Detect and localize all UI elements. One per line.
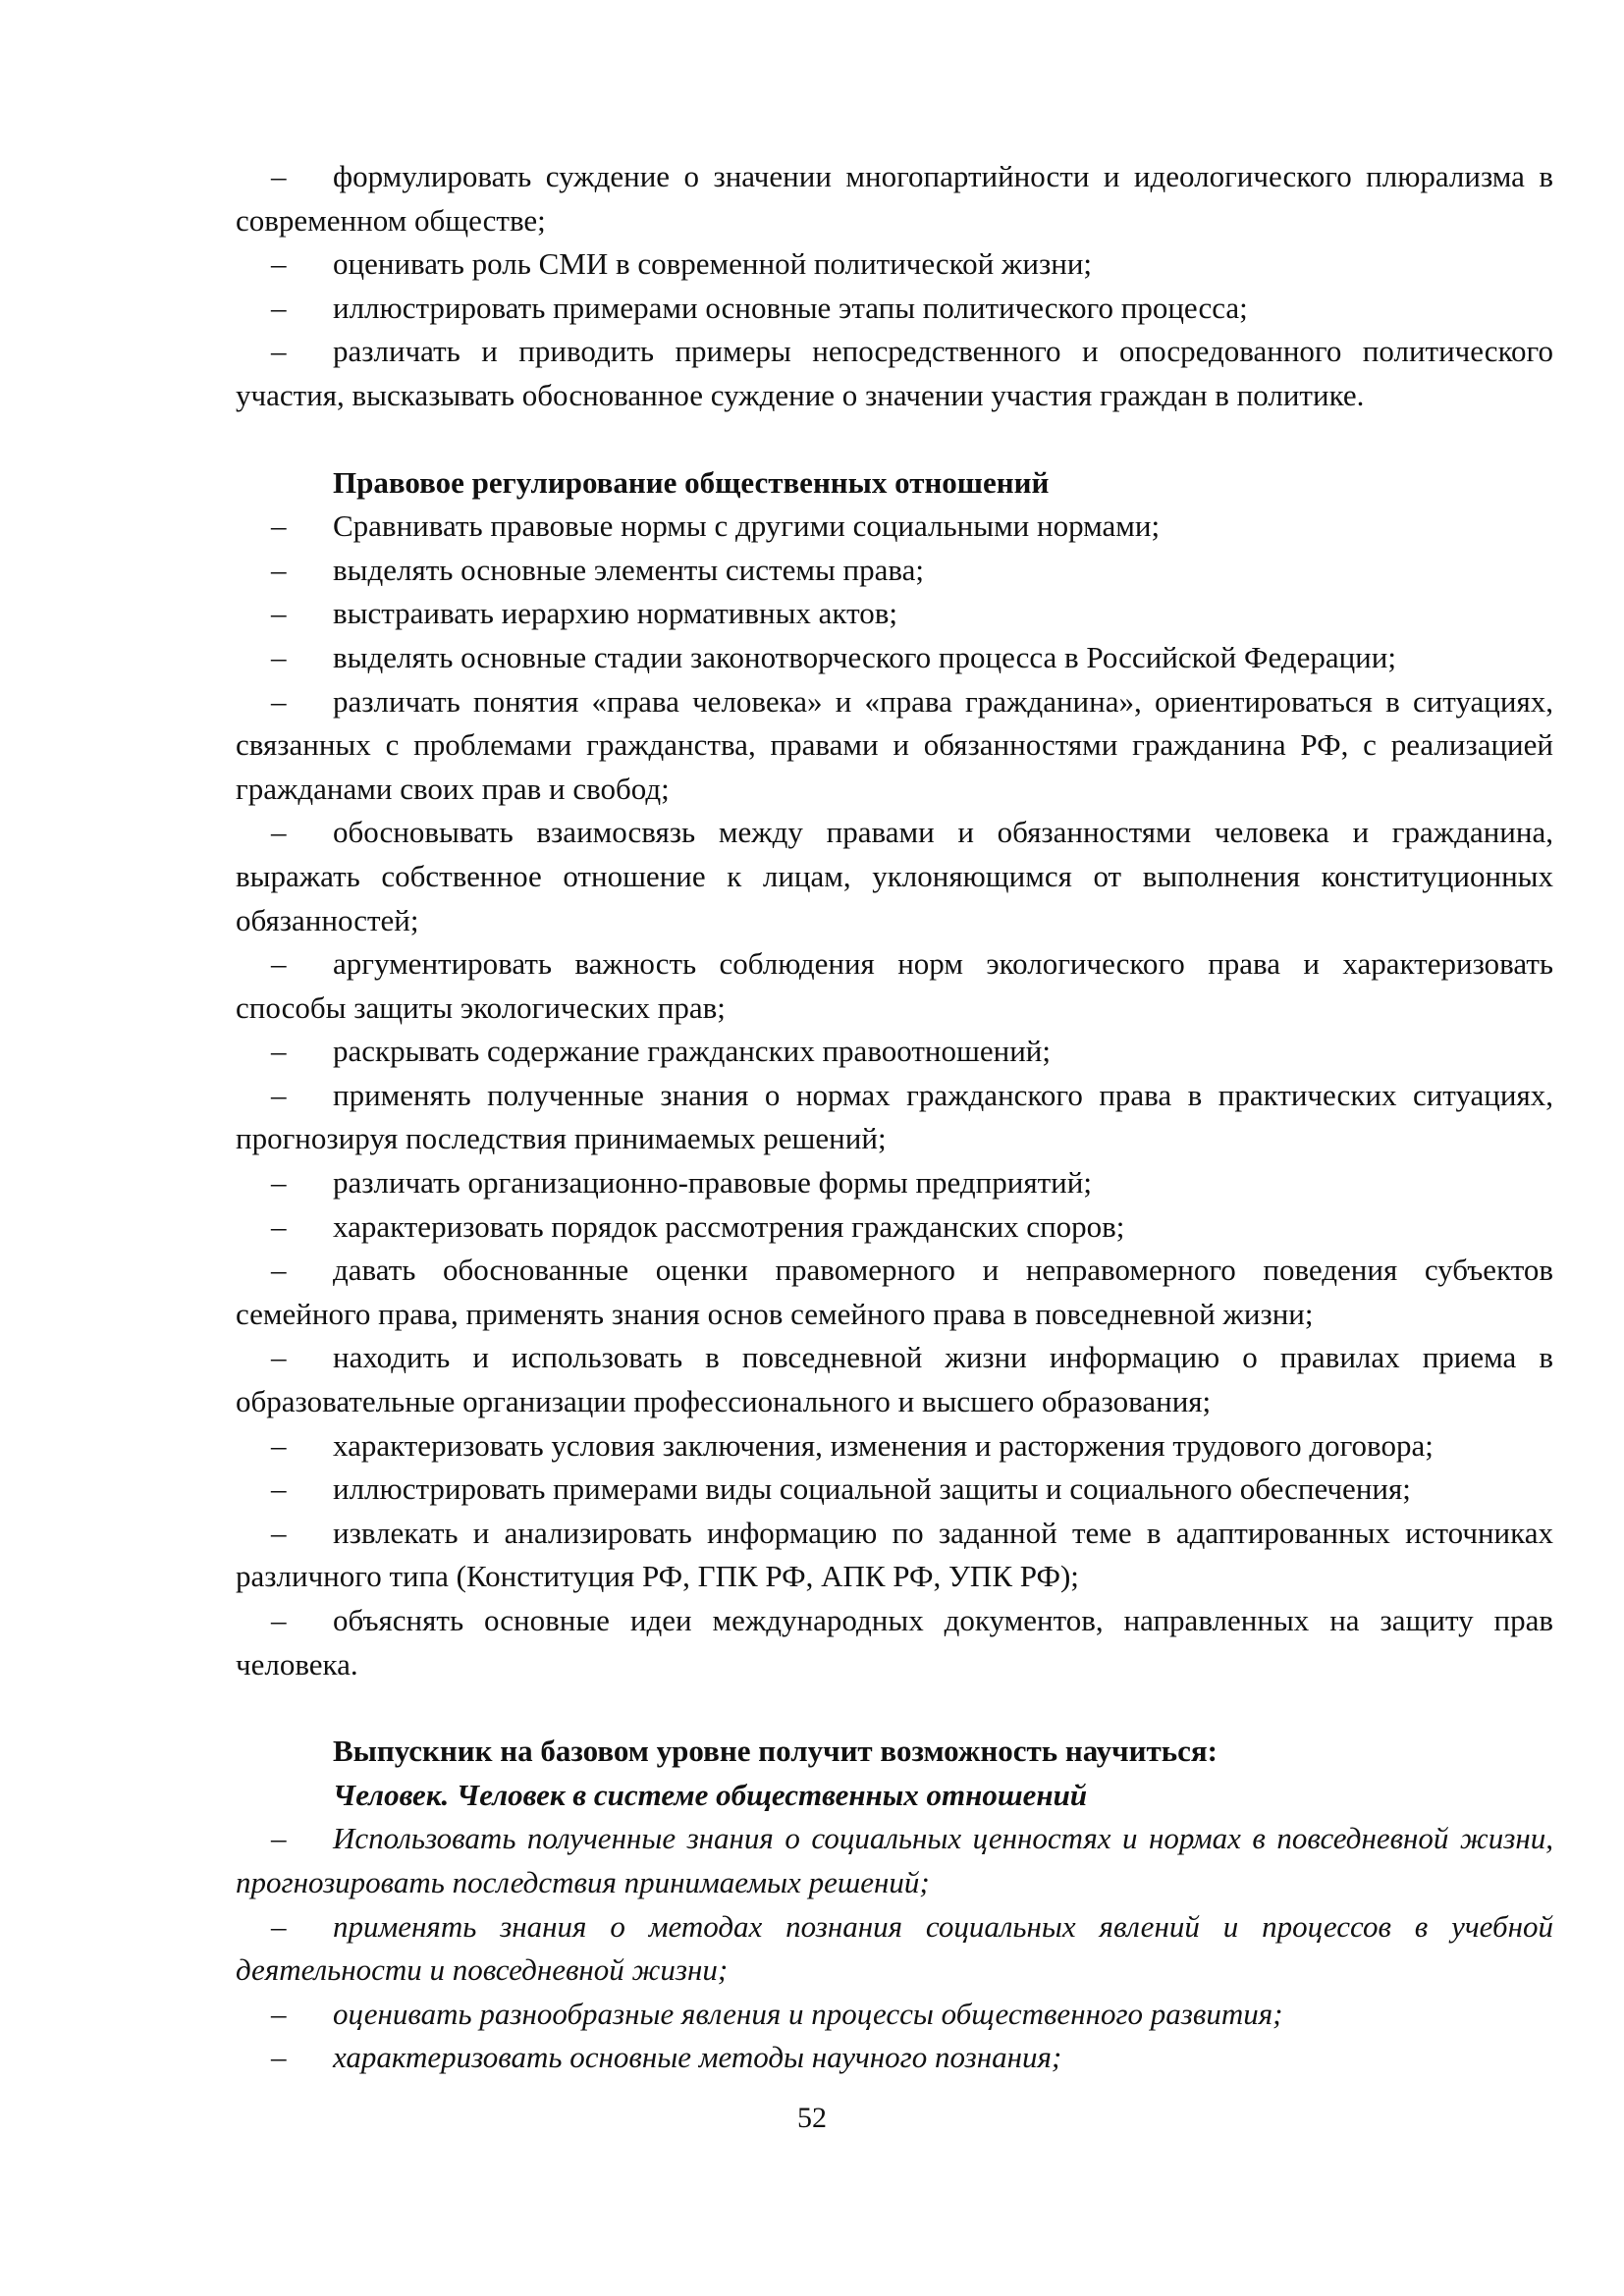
subsection-heading: Человек. Человек в системе общественных отношений bbox=[333, 1777, 1088, 1812]
list-item bbox=[236, 287, 1553, 331]
legal-list bbox=[236, 505, 1553, 1686]
section-heading-advanced: Выпускник на базовом уровне получит возможность научиться: bbox=[333, 1734, 1218, 1769]
list-item bbox=[236, 1468, 1553, 1512]
section-heading-legal: Правовое регулирование общественных отношений bbox=[333, 464, 1050, 500]
dash-bullet: – bbox=[271, 1471, 287, 1507]
list-item bbox=[236, 811, 1553, 942]
list-item-text: объяснять основные идеи международных документов, направленных на защиту прав человека. bbox=[236, 1603, 1553, 1682]
dash-bullet: – bbox=[271, 946, 287, 982]
advanced-list bbox=[236, 1817, 1553, 2080]
list-item-text: применять знания о методах познания социальных явлений и процессов в учебной деятельности и повседневной жизни; bbox=[236, 1908, 1553, 1988]
dash-bullet: – bbox=[271, 639, 287, 674]
list-item bbox=[236, 1599, 1553, 1686]
list-item-text: оценивать разнообразные явления и процессы общественного развития; bbox=[333, 1996, 1283, 2031]
list-item bbox=[236, 330, 1553, 417]
list-item bbox=[236, 2036, 1553, 2080]
dash-bullet: – bbox=[271, 2040, 287, 2075]
list-item-text: иллюстрировать примерами виды социальной защиты и социального обеспечения; bbox=[333, 1471, 1411, 1507]
list-item bbox=[236, 242, 1553, 287]
list-item bbox=[236, 592, 1553, 636]
list-item-text: формулировать суждение о значении многопартийности и идеологического плюрализма в современном обществе; bbox=[236, 159, 1553, 238]
dash-bullet: – bbox=[271, 1034, 287, 1069]
list-item bbox=[236, 1905, 1553, 1993]
dash-bullet: – bbox=[271, 1077, 287, 1112]
section-gap bbox=[236, 418, 1553, 461]
list-item-text: давать обоснованные оценки правомерного и неправомерного поведения субъектов семейного права, применять знания основ семейного права в повседневной жизни; bbox=[236, 1253, 1553, 1331]
list-item bbox=[236, 1512, 1553, 1599]
list-item bbox=[236, 1074, 1553, 1161]
list-item-text: характеризовать основные методы научного познания; bbox=[333, 2040, 1062, 2075]
list-item bbox=[236, 636, 1553, 680]
list-item bbox=[236, 942, 1553, 1030]
dash-bullet: – bbox=[271, 1515, 287, 1550]
list-item-text: Использовать полученные знания о социальных ценностях и нормах в повседневной жизни, прогнозировать последствия принимаемых решений; bbox=[236, 1821, 1553, 1899]
list-item-text: различать понятия «права человека» и «права гражданина», ориентироваться в ситуациях, связанных с проблемами гражданства, правами и обязанностями гражданина РФ, с реализацией гражданами своих прав и свобод; bbox=[236, 683, 1553, 806]
document-page bbox=[236, 155, 1553, 2080]
dash-bullet: – bbox=[271, 1821, 287, 1856]
list-item-text: различать организационно-правовые формы предприятий; bbox=[333, 1165, 1092, 1201]
list-item bbox=[236, 1161, 1553, 1205]
intro-list bbox=[236, 155, 1553, 418]
list-item-text: характеризовать порядок рассмотрения гражданских споров; bbox=[333, 1208, 1125, 1244]
list-item bbox=[236, 1205, 1553, 1250]
list-item bbox=[236, 680, 1553, 812]
dash-bullet: – bbox=[271, 1908, 287, 1944]
dash-bullet: – bbox=[271, 1340, 287, 1375]
list-item-text: оценивать роль СМИ в современной политической жизни; bbox=[333, 246, 1093, 282]
dash-bullet: – bbox=[271, 1208, 287, 1244]
dash-bullet: – bbox=[271, 596, 287, 631]
dash-bullet: – bbox=[271, 508, 287, 544]
list-item bbox=[236, 1993, 1553, 2037]
list-item bbox=[236, 1249, 1553, 1336]
dash-bullet: – bbox=[271, 159, 287, 193]
dash-bullet: – bbox=[271, 1996, 287, 2031]
list-item-text: применять полученные знания о нормах гражданского права в практических ситуациях, прогнозируя последствия принимаемых решений; bbox=[236, 1077, 1553, 1156]
list-item-text: обосновывать взаимосвязь между правами и обязанностями человека и гражданина, выражать собственное отношение к лицам, уклоняющимся от выполнения конституционных обязанностей; bbox=[236, 815, 1553, 937]
list-item-text: различать и приводить примеры непосредственного и опосредованного политического участия, высказывать обоснованное суждение о значении участия граждан в политике. bbox=[236, 334, 1553, 412]
dash-bullet: – bbox=[271, 290, 287, 325]
dash-bullet: – bbox=[271, 1165, 287, 1201]
list-item bbox=[236, 1817, 1553, 1904]
list-item-text: выделять основные элементы системы права; bbox=[333, 552, 924, 587]
list-item bbox=[236, 505, 1553, 549]
list-item-text: выделять основные стадии законотворческого процесса в Российской Федерации; bbox=[333, 639, 1396, 674]
dash-bullet: – bbox=[271, 683, 287, 719]
dash-bullet: – bbox=[271, 1427, 287, 1463]
list-item bbox=[236, 1030, 1553, 1074]
list-item-text: иллюстрировать примерами основные этапы политического процесса; bbox=[333, 290, 1248, 325]
page-number: 52 bbox=[797, 2102, 827, 2134]
list-item-text: выстраивать иерархию нормативных актов; bbox=[333, 596, 897, 631]
dash-bullet: – bbox=[271, 334, 287, 369]
dash-bullet: – bbox=[271, 552, 287, 587]
list-item-text: характеризовать условия заключения, изменения и расторжения трудового договора; bbox=[333, 1427, 1434, 1463]
section-gap bbox=[236, 1686, 1553, 1730]
dash-bullet: – bbox=[271, 815, 287, 850]
list-item bbox=[236, 155, 1553, 242]
list-item bbox=[236, 1424, 1553, 1468]
list-item-text: Сравнивать правовые нормы с другими социальными нормами; bbox=[333, 508, 1161, 544]
dash-bullet: – bbox=[271, 246, 287, 282]
dash-bullet: – bbox=[271, 1253, 287, 1288]
list-item bbox=[236, 1336, 1553, 1423]
list-item-text: аргументировать важность соблюдения норм экологического права и характеризовать способы защиты экологических прав; bbox=[236, 946, 1553, 1025]
dash-bullet: – bbox=[271, 1603, 287, 1637]
list-item-text: раскрывать содержание гражданских правоотношений; bbox=[333, 1034, 1051, 1069]
list-item-text: находить и использовать в повседневной жизни информацию о правилах приема в образовательные организации профессионального и высшего образования; bbox=[236, 1340, 1553, 1419]
list-item-text: извлекать и анализировать информацию по заданной теме в адаптированных источниках различного типа (Конституция РФ, ГПК РФ, АПК РФ, УПК РФ); bbox=[236, 1515, 1553, 1594]
list-item bbox=[236, 549, 1553, 593]
